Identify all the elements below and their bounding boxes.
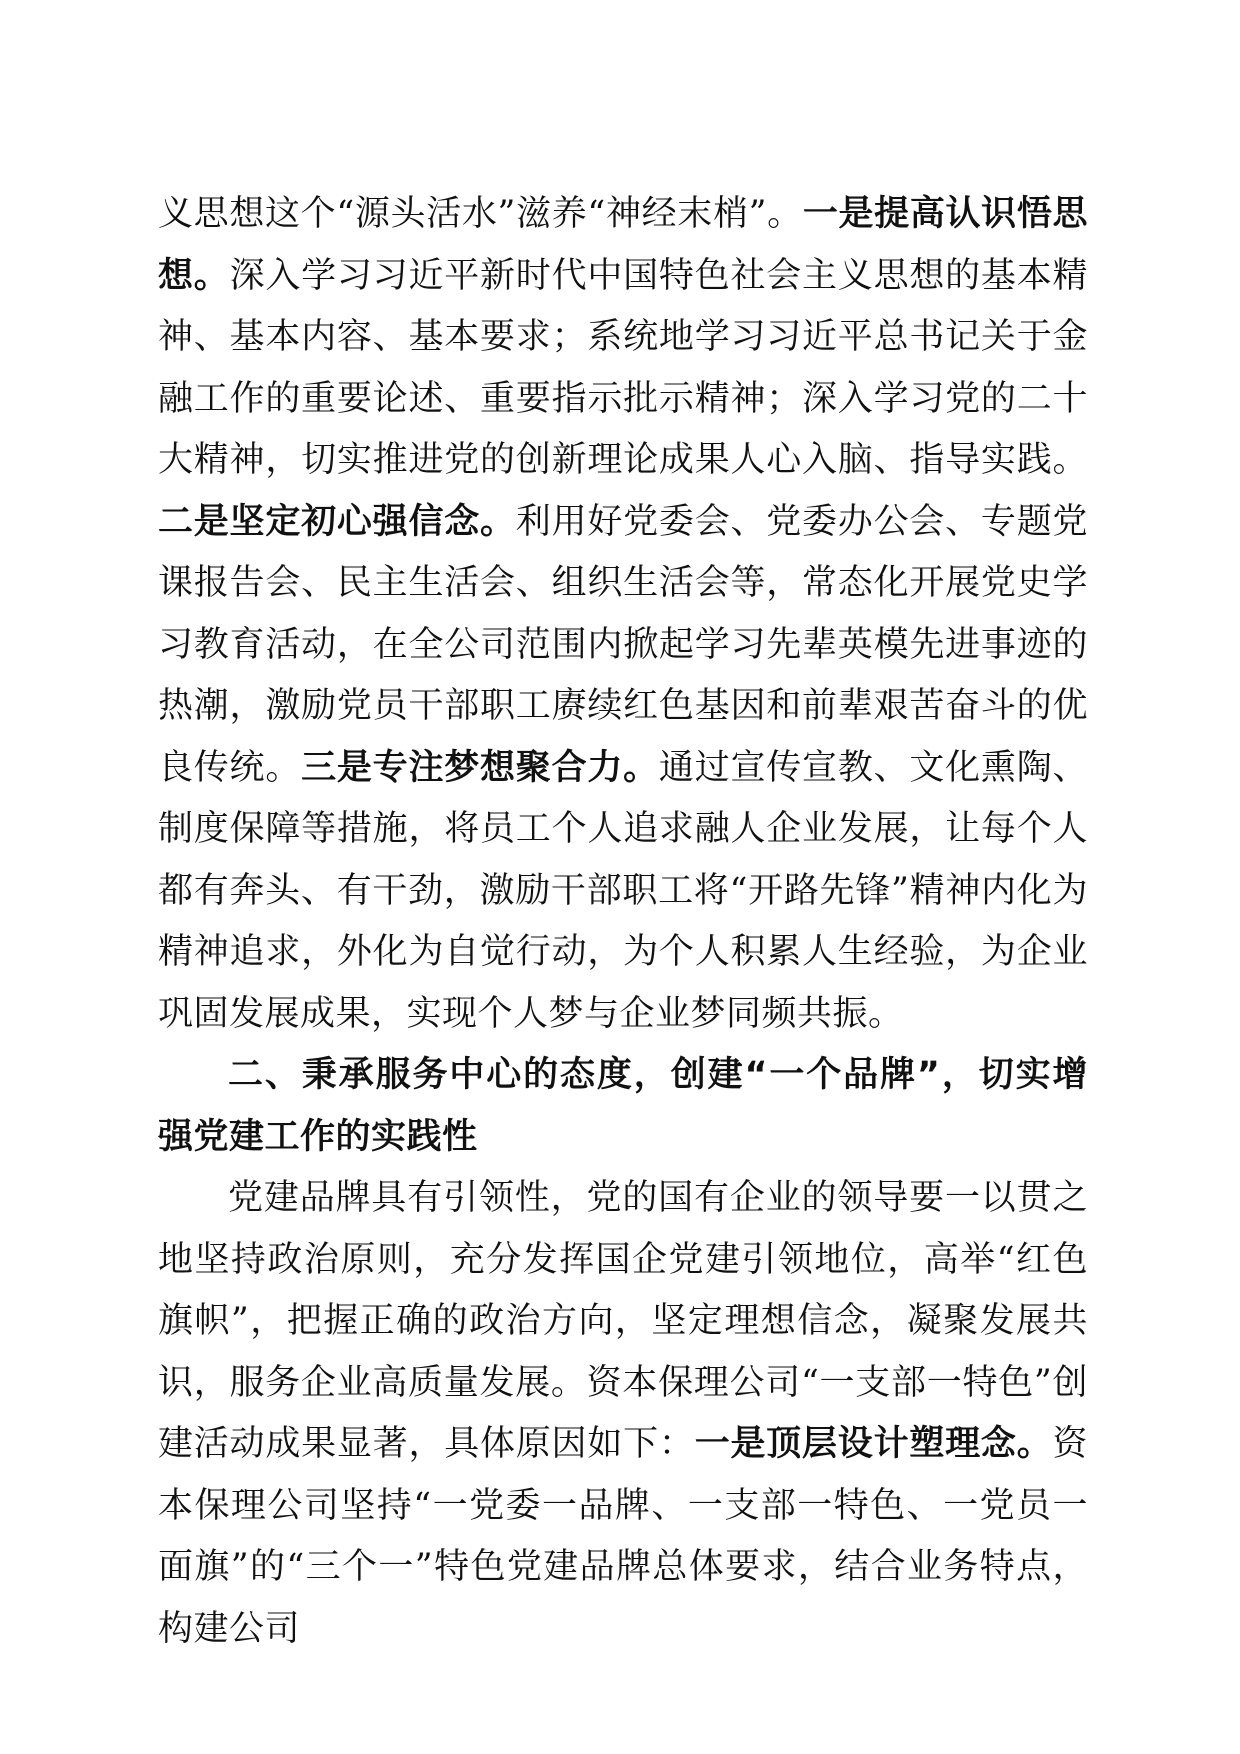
paragraph-text: 通过宣传宣教、文化熏陶、制度保障等措施，将员工个人追求融人企业发展，让每个人都有奔头、有干劲，激励干部职工将“开路先锋”精神内化为精神追求，外化为自觉行动，为个人积累人生经验，为企业巩固发展成果，实现个人梦与企业梦同频共振。: [158, 747, 1088, 1034]
paragraph-text: 深入学习习近平新时代中国特色社会主义思想的基本精神、基本内容、基本要求；系统地学习习近平总书记关于金融工作的重要论述、重要指示批示精神；深入学习党的二十大精神，切实推进党的创新理论成果人心入脑、指导实践。: [158, 255, 1088, 480]
paragraph-ideology-study: [158, 184, 1088, 1045]
paragraph-party-brand: [158, 1168, 1088, 1660]
document-body: [158, 184, 1088, 1660]
paragraph-text: 资本保理公司坚持“一党委一品牌、一支部一特色、一党员一面旗”的“三个一”特色党建品牌总体要求，结合业务特点，构建公司: [158, 1424, 1088, 1649]
key-point-raise-awareness: 一是提高认识悟思想。: [158, 194, 1088, 296]
paragraph-text: 义思想这个“源头活水”滋养“神经末梢”。: [158, 194, 803, 234]
key-point-top-design: 一是顶层设计塑理念。: [694, 1424, 1053, 1464]
key-point-firm-belief: 二是坚定初心强信念。: [158, 501, 516, 542]
section-heading-two: 二、秉承服务中心的态度，创建“一个品牌”，切实增强党建工作的实践性: [158, 1055, 1088, 1157]
paragraph-text: 党建品牌具有引领性，党的国有企业的领导要一以贯之地坚持政治原则，充分发挥国企党建引领地位，高举“红色旗帜”，把握正确的政治方向，坚定理想信念，凝聚发展共识，服务企业高质量发展。资本保理公司“一支部一特色”创建活动成果显著，具体原因如下：: [158, 1178, 1088, 1464]
paragraph-text: 利用好党委会、党委办公会、专题党课报告会、民主生活会、组织生活会等，常态化开展党史学习教育活动，在全公司范围内掀起学习先辈英模先进事迹的热潮，激励党员干部职工赓续红色基因和前辈艰苦奋斗的优良传统。: [158, 501, 1088, 788]
key-point-focus-dream: 三是专注梦想聚合力。: [301, 747, 659, 788]
